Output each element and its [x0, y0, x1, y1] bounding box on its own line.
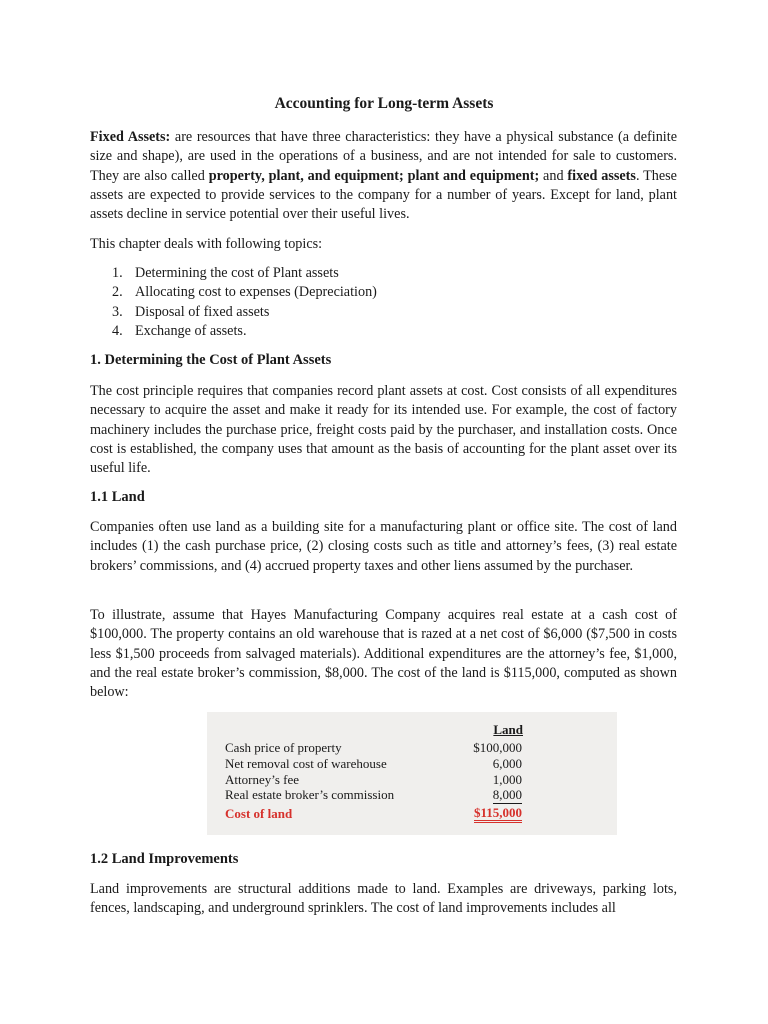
- table-row-value: 8,000: [492, 787, 522, 802]
- intro-bold-1: property, plant, and equipment; plant and equipment;: [208, 167, 540, 184]
- intro-term: Fixed Assets:: [90, 129, 171, 145]
- list-item-number: 1.: [112, 265, 123, 281]
- intro-paragraph: [90, 128, 677, 224]
- intro-text-3: . These assets are expected to provide services to the company for a number of years. Except for land, plant assets decline in service potential over their useful lives.: [90, 167, 677, 223]
- table-row-value: $100,000: [473, 740, 522, 755]
- table-row: [225, 756, 605, 772]
- land-cost-table: [207, 712, 617, 835]
- table-row: [225, 740, 605, 756]
- table-row-value: 6,000: [492, 756, 522, 771]
- section-1-heading: 1. Determining the Cost of Plant Assets: [90, 352, 332, 368]
- total-label: Cost of land: [225, 806, 293, 821]
- list-item-number: 2.: [112, 284, 123, 301]
- list-item-label: Determining the cost of Plant assets: [135, 265, 339, 281]
- table-row-label: Attorney’s fee: [225, 772, 300, 787]
- section-1-paragraph: The cost principle requires that companies record plant assets at cost. Cost consists of all expenditures necessary to acquire the asset and make it ready for its intended use. For example, the cost of factory machinery includes the purchase price, freight costs paid by the purchaser, and installation costs. Once cost is established, the company uses that amount as the basis of accounting for the plant asset over its useful life.: [90, 383, 677, 477]
- list-item: [90, 264, 650, 283]
- land-paragraph-2: To illustrate, assume that Hayes Manufacturing Company acquires real estate at a cash cost of $100,000. The property contains an old warehouse that is razed at a net cost of $6,000 ($7,500 in costs less $1,500 proceeds from salvaged materials). Additional expenditures are the attorney’s fee, $1,000, and the real estate broker’s commission, $8,000. The cost of the land is $115,000, computed as shown below:: [90, 607, 677, 701]
- list-item-label: Disposal of fixed assets: [135, 303, 270, 320]
- table-row-value: 1,000: [492, 772, 522, 787]
- document-title: Accounting for Long-term Assets: [274, 95, 494, 112]
- list-item-label: Allocating cost to expenses (Depreciation): [135, 284, 377, 301]
- table-row: [225, 772, 605, 788]
- land-paragraph-1: Companies often use land as a building site for a manufacturing plant or office site. The cost of land includes (1) the cash purchase price, (2) closing costs such as title and attorney’s fees, (3) real estate brokers’ commissions, and (4) accrued property taxes and other liens assumed by the purchaser.: [90, 519, 677, 574]
- topics-list: [90, 264, 650, 342]
- list-item: [90, 303, 650, 322]
- intro-text-2: and: [539, 167, 568, 184]
- table-row-label: Net removal cost of warehouse: [225, 756, 387, 771]
- list-item: [90, 283, 650, 302]
- land-table-title: Land: [493, 722, 523, 737]
- list-item-number: 3.: [112, 303, 123, 320]
- table-row-label: Real estate broker’s commission: [225, 787, 395, 802]
- list-item: [90, 322, 650, 341]
- land-improvements-paragraph: Land improvements are structural additions made to land. Examples are driveways, parking lots, fences, landscaping, and underground sprinklers. The cost of land improvements includes all: [90, 881, 677, 917]
- total-value: $115,000: [474, 806, 522, 823]
- table-row: [225, 787, 605, 803]
- table-total-row: [225, 806, 605, 822]
- section-1-1-heading: 1.1 Land: [90, 489, 145, 505]
- section-1-2-heading: 1.2 Land Improvements: [90, 851, 239, 867]
- intro-bold-2: fixed assets: [567, 167, 636, 184]
- list-item-label: Exchange of assets.: [135, 323, 247, 340]
- topics-intro: This chapter deals with following topics:: [90, 236, 323, 252]
- intro-text-1: are resources that have three characteristics: they have a physical substance (a definite size and shape), are used in the operations of a business, and are not intended for sale to customers. They are also called: [90, 129, 677, 184]
- table-row-label: Cash price of property: [225, 740, 342, 755]
- list-item-number: 4.: [112, 323, 123, 340]
